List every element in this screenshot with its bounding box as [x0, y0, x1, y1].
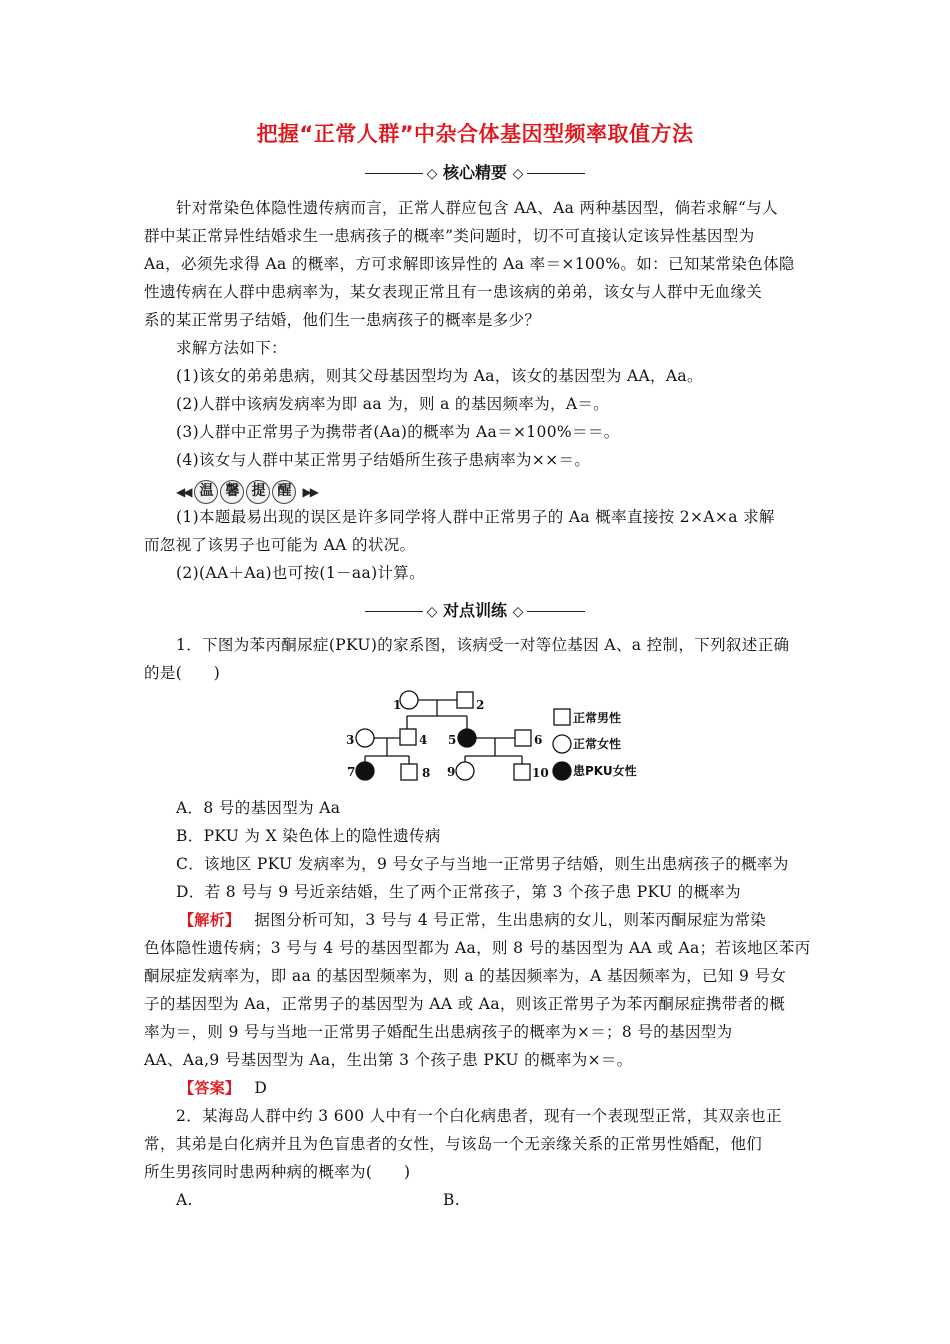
intro-line: 系的某正常男子结婚，他们生一患病孩子的概率是多少？: [144, 311, 541, 329]
reminder-note: (2)(AA＋Aa)也可按(1－aa)计算。: [176, 564, 426, 582]
pedigree-number: 10: [532, 766, 549, 780]
pedigree-number: 5: [448, 733, 457, 747]
answer-line: [179, 1077, 267, 1099]
pedigree-chart: [345, 680, 645, 790]
reminder-char: 提: [246, 480, 270, 504]
step-line: (4)该女与人群中某正常男子结婚所生孩子患病率为××＝。: [176, 451, 591, 469]
heading-rule-right: [527, 173, 585, 174]
individual-8-symbol: [401, 764, 417, 780]
question-stem: 2．某海岛人群中约 3 600 人中有一个白化病患者，现有一个表现型正常，其双亲也正: [176, 1107, 782, 1125]
analysis-line: 率为＝，则 9 号与当地一正常男子婚配生出患病孩子的概率为×＝；8 号的基因型为: [144, 1023, 733, 1041]
answer-label: 【答案】: [179, 1079, 241, 1097]
option-a: A.: [176, 1191, 193, 1209]
pedigree-number: 2: [476, 698, 485, 712]
individual-1-symbol: [400, 691, 418, 709]
reminder-char: 温: [194, 480, 218, 504]
individual-3-symbol: [356, 729, 374, 747]
individual-2-symbol: [457, 692, 473, 708]
reminder-note: 而忽视了该男子也可能为 AA 的状况。: [144, 536, 416, 554]
analysis-line: AA、Aa,9 号基因型为 Aa，生出第 3 个孩子患 PKU 的概率为×＝。: [144, 1051, 633, 1069]
diamond-icon: ◇: [426, 604, 438, 620]
step-line: (1)该女的弟弟患病，则其父母基因型均为 Aa，该女的基因型为 AA，Aa。: [176, 367, 703, 385]
individual-4-symbol: [400, 729, 416, 745]
intro-line: 性遗传病在人群中患病率为，某女表现正常且有一患该病的弟弟，该女与人群中无血缘关: [144, 283, 763, 301]
reminder-note: (1)本题最易出现的误区是许多同学将人群中正常男子的 Aa 概率直接按 2×A×a 求解: [176, 508, 775, 526]
pedigree-number: 8: [422, 766, 431, 780]
double-arrow-left-icon: ◀◀: [176, 485, 191, 499]
option-b: B.: [443, 1191, 461, 1209]
pedigree-number: 6: [534, 733, 543, 747]
analysis-line: 色体隐性遗传病；3 号与 4 号的基因型都为 Aa，则 8 号的基因型为 AA 或 Aa；若该地区苯丙: [144, 939, 811, 957]
question-stem: 的是( ): [144, 664, 221, 682]
step-line: (3)人群中正常男子为携带者(Aa)的概率为 Aa＝×100%＝＝。: [176, 423, 620, 441]
individual-6-symbol: [515, 730, 531, 746]
individual-5-symbol: [458, 729, 476, 747]
option-b: B．PKU 为 X 染色体上的隐性遗传病: [176, 827, 441, 845]
pedigree-number: 9: [447, 765, 456, 779]
analysis-label: 【解析】: [179, 911, 241, 929]
method-label: 求解方法如下：: [176, 339, 287, 357]
reminder-banner: [172, 480, 321, 504]
pedigree-number: 3: [346, 733, 355, 747]
legend-normal-female-icon: [553, 735, 571, 753]
heading-rule-right: [527, 611, 585, 612]
individual-9-symbol: [456, 762, 474, 780]
individual-10-symbol: [514, 764, 530, 780]
question-stem: 常，其弟是白化病并且为色盲患者的女性，与该岛一个无亲缘关系的正常男性婚配，他们: [144, 1135, 763, 1153]
section-heading-core: [0, 160, 950, 183]
intro-line: 群中某正常异性结婚求生一患病孩子的概率”类问题时，切不可直接认定该异性基因型为: [144, 227, 755, 245]
diamond-icon: ◇: [512, 604, 524, 620]
legend-label: 正常男性: [573, 711, 622, 725]
analysis-text: 据图分析可知，3 号与 4 号正常，生出患病的女儿，则苯丙酮尿症为常染: [254, 911, 767, 929]
section-heading-text: 核心精要: [442, 163, 507, 182]
diamond-icon: ◇: [512, 166, 524, 182]
analysis-line: [179, 909, 766, 931]
legend-affected-female-icon: [553, 762, 571, 780]
option-a: A．8 号的基因型为 Aa: [176, 799, 341, 817]
page-title: 把握“正常人群”中杂合体基因型频率取值方法: [256, 122, 694, 146]
pedigree-number: 4: [419, 733, 428, 747]
analysis-line: 酮尿症发病率为，即 aa 的基因型频率为，则 a 的基因频率为，A 基因频率为，已知 9 号女: [144, 967, 787, 985]
pedigree-number: 7: [347, 765, 356, 779]
diamond-icon: ◇: [426, 166, 438, 182]
section-heading-text: 对点训练: [442, 601, 507, 620]
section-heading-training: [0, 598, 950, 621]
heading-rule-left: [365, 173, 423, 174]
pedigree-number: 1: [393, 698, 402, 712]
answer-value: D: [254, 1079, 268, 1097]
step-line: (2)人群中该病发病率为即 aa 为，则 a 的基因频率为，A＝。: [176, 395, 610, 413]
reminder-char: 醒: [272, 480, 296, 504]
question-stem: 1．下图为苯丙酮尿症(PKU)的家系图，该病受一对等位基因 A、a 控制，下列叙述正确: [176, 636, 790, 654]
option-d: D．若 8 号与 9 号近亲结婚，生了两个正常孩子，第 3 个孩子患 PKU 的概率为: [176, 883, 741, 901]
individual-7-symbol: [356, 762, 374, 780]
legend-label: 患PKU女性: [573, 764, 637, 778]
legend-normal-male-icon: [554, 709, 570, 725]
heading-rule-left: [365, 611, 423, 612]
legend-label: 正常女性: [573, 737, 622, 751]
analysis-line: 子的基因型为 Aa，正常男子的基因型为 AA 或 Aa，则该正常男子为苯丙酮尿症携带者的概: [144, 995, 786, 1013]
double-arrow-right-icon: ▶▶: [302, 485, 317, 499]
intro-line: Aa，必须先求得 Aa 的概率，方可求解即该异性的 Aa 率＝×100%。如：已知某常染色体隐: [144, 255, 795, 273]
option-c: C．该地区 PKU 发病率为，9 号女子与当地一正常男子结婚，则生出患病孩子的概率为: [176, 855, 789, 873]
intro-line: 针对常染色体隐性遗传病而言，正常人群应包含 AA、Aa 两种基因型，倘若求解“与人: [176, 199, 778, 217]
question-stem: 所生男孩同时患两种病的概率为( ): [144, 1163, 411, 1181]
reminder-char: 馨: [220, 480, 244, 504]
